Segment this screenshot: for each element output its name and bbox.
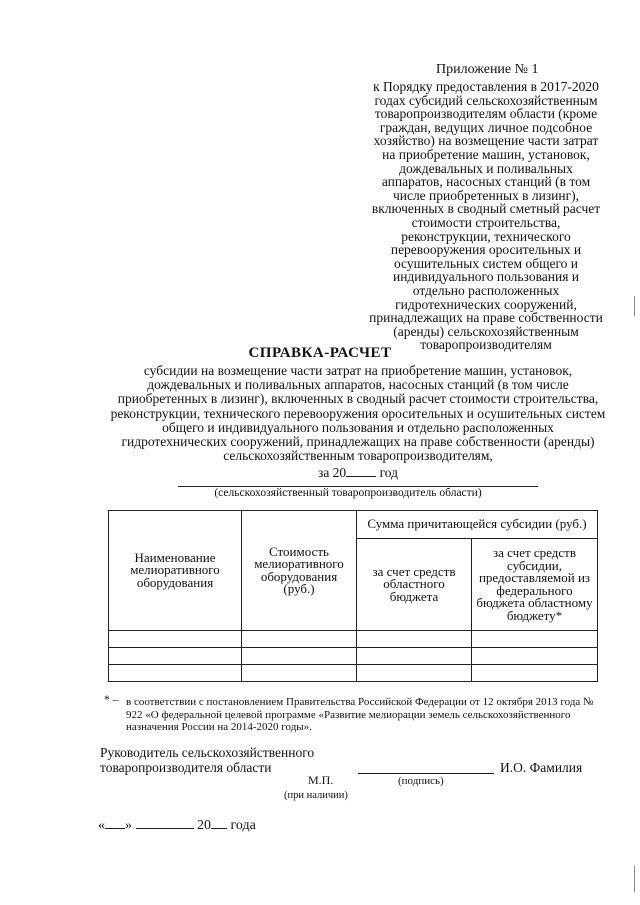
appendix-reference: к Порядку предоставления в 2017-2020 годах субсидий сельскохозяйственным товаропроизводителям области (кроме граждан, ведущих личное подсобное хозяйство) на возмещение части затрат на приобретение машин, установок, дождевальных и поливальных аппаратов, насосных станций (в том числе приобретенных в лизинг), включенных в сводный сметный расчет стоимости строительства, реконструкции, технического перевооружения оросительных и осушительных систем общего и индивидуального пользования и отдельно расположенных гидротехнических сооружений, принадлежащих на праве собственности (аренды) сельскохозяйственным товаропроизводителям	[369, 79, 603, 353]
cell-equipment-name[interactable]	[109, 648, 242, 665]
header-regional-budget: за счет средств областного бюджета	[357, 539, 472, 631]
year-prefix: за 20	[317, 465, 347, 481]
month-blank[interactable]	[136, 815, 194, 829]
date-line	[98, 815, 256, 834]
date-year: 20	[197, 818, 211, 833]
cell-equipment-cost[interactable]	[242, 665, 357, 682]
producer-caption: (сельскохозяйственный товаропроизводитель области)	[214, 487, 482, 499]
table-row	[109, 665, 598, 682]
cell-equipment-cost[interactable]	[242, 631, 357, 648]
date-suffix: года	[230, 818, 256, 833]
header-subsidy-amount: Сумма причитающейся субсидии (руб.)	[357, 511, 598, 539]
cell-regional[interactable]	[357, 665, 472, 682]
year-blank-2[interactable]	[211, 815, 227, 829]
table-row	[109, 648, 598, 665]
signatory-role	[100, 745, 314, 775]
year-suffix: год	[379, 465, 398, 481]
cell-federal[interactable]	[472, 631, 598, 648]
cell-federal[interactable]	[472, 648, 598, 665]
cell-equipment-cost[interactable]	[242, 648, 357, 665]
document-title: СПРАВКА-РАСЧЕТ	[248, 345, 392, 361]
header-equipment-name: Наименование мелиоративного оборудования	[109, 511, 242, 631]
scan-edge-mark	[634, 296, 635, 316]
signatory-role-line1: Руководитель сельскохозяйственного	[100, 745, 315, 760]
date-open-quote: «	[98, 818, 105, 833]
cell-regional[interactable]	[357, 648, 472, 665]
footnote-mark: * –	[104, 694, 119, 706]
cell-equipment-name[interactable]	[109, 665, 242, 682]
signatory-role-line2: товаропроизводителя области	[100, 760, 272, 775]
day-blank[interactable]	[105, 815, 125, 829]
header-equipment-cost: Стоимость мелиоративного оборудования (руб.)	[242, 511, 357, 631]
subject-text: субсидии на возмещение части затрат на приобретение машин, установок, дождевальных и поливальных аппаратов, насосных станций (в том числе приобретенных в лизинг), включенных в сводный расчет стоимости строительства, реконструкции, технического перевооружения оросительных и осушительных систем общего и индивидуального пользования и отдельно расположенных гидротехнических сооружений, принадлежащих на праве собственности (аренды) сельскохозяйственным товаропроизводителям,	[110, 363, 606, 464]
appendix-number: Приложение № 1	[436, 62, 539, 77]
date-close-quote: »	[125, 818, 132, 833]
signatory-name: И.О. Фамилия	[500, 760, 583, 775]
document-subject	[108, 364, 608, 481]
year-blank	[346, 463, 376, 477]
cell-federal[interactable]	[472, 665, 598, 682]
table-row	[109, 631, 598, 648]
signature-line[interactable]	[358, 773, 494, 774]
header-federal-budget: за счет средств субсидии, предоставляемой из федерального бюджета областному бюджету*	[472, 539, 598, 631]
footnote-text: в соответствии с постановлением Правительства Российской Федерации от 12 октября 2013 года № 922 «О федеральной целевой программе «Развитие мелиорации земель сельскохозяйственного назначения России на 2014-2020 годы».	[126, 696, 594, 733]
stamp-note: (при наличии)	[284, 790, 348, 801]
signature-caption: (подпись)	[398, 775, 444, 787]
subsidy-table	[108, 510, 598, 682]
cell-equipment-name[interactable]	[109, 631, 242, 648]
stamp-label: М.П.	[308, 773, 334, 787]
cell-regional[interactable]	[357, 631, 472, 648]
scan-edge-mark	[634, 866, 635, 892]
